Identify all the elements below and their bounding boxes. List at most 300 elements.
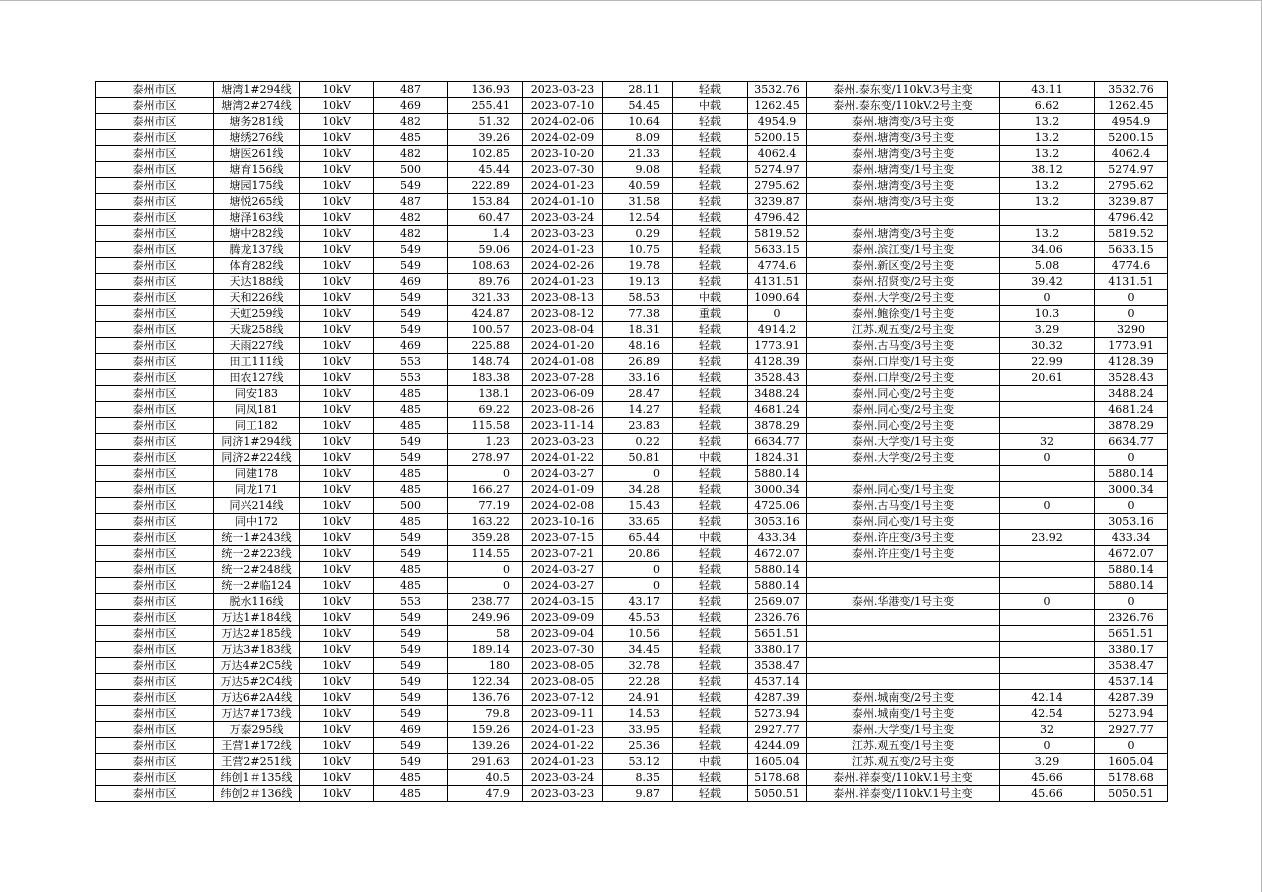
cell-feeder-name: 塘务281线: [214, 114, 300, 130]
cell-feeder-name: 万达7#173线: [214, 706, 300, 722]
cell-voltage: 10kV: [300, 674, 374, 690]
table-row: [96, 290, 1168, 306]
cell-area: 泰州市区: [96, 258, 214, 274]
cell-rated-capacity: 549: [374, 258, 448, 274]
cell-voltage: 10kV: [300, 594, 374, 610]
cell-available-capacity: 6634.77: [748, 434, 807, 450]
cell-voltage: 10kV: [300, 82, 374, 98]
cell-final-capacity: 5880.14: [1095, 562, 1168, 578]
cell-load-status: 中载: [673, 754, 748, 770]
cell-load-status: 轻载: [673, 402, 748, 418]
cell-load-status: 轻载: [673, 386, 748, 402]
cell-area: 泰州市区: [96, 706, 214, 722]
cell-source-transformer: 泰州.塘湾变/1号主变: [807, 162, 1000, 178]
cell-load-status: 轻载: [673, 434, 748, 450]
cell-source-transformer: 泰州.泰东变/110kV.3号主变: [807, 82, 1000, 98]
cell-final-capacity: 4954.9: [1095, 114, 1168, 130]
cell-rated-capacity: 549: [374, 626, 448, 642]
cell-max-current: 69.22: [448, 402, 523, 418]
cell-voltage: 10kV: [300, 738, 374, 754]
cell-final-capacity: 3532.76: [1095, 82, 1168, 98]
cell-max-current: 60.47: [448, 210, 523, 226]
cell-final-capacity: 5819.52: [1095, 226, 1168, 242]
cell-max-current: 424.87: [448, 306, 523, 322]
cell-final-capacity: 3290: [1095, 322, 1168, 338]
table-row: [96, 434, 1168, 450]
cell-max-current: 291.63: [448, 754, 523, 770]
cell-rated-capacity: 549: [374, 178, 448, 194]
cell-available-capacity: 1824.31: [748, 450, 807, 466]
cell-rated-capacity: 553: [374, 370, 448, 386]
cell-voltage: 10kV: [300, 114, 374, 130]
cell-load-rate: 9.87: [603, 786, 673, 802]
cell-source-transformer: [807, 578, 1000, 594]
cell-rated-capacity: 485: [374, 578, 448, 594]
cell-rated-capacity: 549: [374, 290, 448, 306]
cell-load-rate: 50.81: [603, 450, 673, 466]
cell-feeder-name: 塘绣276线: [214, 130, 300, 146]
cell-peak-date: 2024-02-09: [523, 130, 603, 146]
cell-final-capacity: 3528.43: [1095, 370, 1168, 386]
cell-load-status: 轻载: [673, 514, 748, 530]
cell-final-capacity: 1773.91: [1095, 338, 1168, 354]
cell-feeder-name: 统一2#临124: [214, 578, 300, 594]
table-row: [96, 546, 1168, 562]
cell-rated-capacity: 482: [374, 226, 448, 242]
cell-transformer-margin: 45.66: [1000, 770, 1095, 786]
cell-peak-date: 2024-02-26: [523, 258, 603, 274]
cell-max-current: 278.97: [448, 450, 523, 466]
cell-source-transformer: 泰州.塘湾变/3号主变: [807, 114, 1000, 130]
cell-final-capacity: 2326.76: [1095, 610, 1168, 626]
cell-max-current: 249.96: [448, 610, 523, 626]
cell-max-current: 1.4: [448, 226, 523, 242]
cell-voltage: 10kV: [300, 434, 374, 450]
cell-voltage: 10kV: [300, 194, 374, 210]
cell-rated-capacity: 549: [374, 450, 448, 466]
table-row: [96, 146, 1168, 162]
cell-source-transformer: 江苏.观五变/1号主变: [807, 738, 1000, 754]
cell-rated-capacity: 549: [374, 306, 448, 322]
cell-area: 泰州市区: [96, 162, 214, 178]
cell-area: 泰州市区: [96, 98, 214, 114]
cell-peak-date: 2023-07-28: [523, 370, 603, 386]
cell-load-rate: 65.44: [603, 530, 673, 546]
table-row: [96, 370, 1168, 386]
cell-final-capacity: 4131.51: [1095, 274, 1168, 290]
cell-available-capacity: 4774.6: [748, 258, 807, 274]
cell-peak-date: 2023-09-11: [523, 706, 603, 722]
cell-feeder-name: 体育282线: [214, 258, 300, 274]
page-border-top: [0, 0, 1262, 1]
cell-source-transformer: [807, 466, 1000, 482]
cell-voltage: 10kV: [300, 514, 374, 530]
cell-feeder-name: 万泰295线: [214, 722, 300, 738]
cell-source-transformer: 江苏.观五变/2号主变: [807, 754, 1000, 770]
cell-available-capacity: 3380.17: [748, 642, 807, 658]
cell-available-capacity: 1605.04: [748, 754, 807, 770]
cell-max-current: 40.5: [448, 770, 523, 786]
cell-rated-capacity: 549: [374, 658, 448, 674]
cell-load-rate: 14.27: [603, 402, 673, 418]
cell-load-rate: 24.91: [603, 690, 673, 706]
cell-max-current: 77.19: [448, 498, 523, 514]
cell-peak-date: 2023-07-10: [523, 98, 603, 114]
cell-max-current: 153.84: [448, 194, 523, 210]
cell-load-status: 轻载: [673, 738, 748, 754]
cell-area: 泰州市区: [96, 610, 214, 626]
table-row: [96, 786, 1168, 802]
cell-load-rate: 10.56: [603, 626, 673, 642]
table-row: [96, 194, 1168, 210]
cell-load-rate: 0: [603, 562, 673, 578]
cell-peak-date: 2024-01-09: [523, 482, 603, 498]
cell-peak-date: 2023-07-15: [523, 530, 603, 546]
cell-peak-date: 2023-08-05: [523, 674, 603, 690]
cell-source-transformer: [807, 610, 1000, 626]
cell-source-transformer: 泰州.祥泰变/110kV.1号主变: [807, 770, 1000, 786]
cell-final-capacity: 4672.07: [1095, 546, 1168, 562]
table-row: [96, 482, 1168, 498]
cell-available-capacity: 4128.39: [748, 354, 807, 370]
cell-final-capacity: 3380.17: [1095, 642, 1168, 658]
cell-rated-capacity: 469: [374, 722, 448, 738]
cell-final-capacity: 5633.15: [1095, 242, 1168, 258]
cell-voltage: 10kV: [300, 274, 374, 290]
cell-feeder-name: 塘悦265线: [214, 194, 300, 210]
cell-feeder-name: 脱水116线: [214, 594, 300, 610]
cell-max-current: 79.8: [448, 706, 523, 722]
cell-voltage: 10kV: [300, 626, 374, 642]
cell-source-transformer: 泰州.大学变/1号主变: [807, 434, 1000, 450]
cell-feeder-name: 万达1#184线: [214, 610, 300, 626]
cell-peak-date: 2024-01-23: [523, 754, 603, 770]
cell-feeder-name: 万达3#183线: [214, 642, 300, 658]
cell-available-capacity: 5273.94: [748, 706, 807, 722]
cell-feeder-name: 统一2#223线: [214, 546, 300, 562]
cell-rated-capacity: 487: [374, 82, 448, 98]
cell-load-status: 轻载: [673, 642, 748, 658]
cell-load-status: 轻载: [673, 578, 748, 594]
table-row: [96, 338, 1168, 354]
cell-area: 泰州市区: [96, 530, 214, 546]
cell-final-capacity: 1262.45: [1095, 98, 1168, 114]
cell-area: 泰州市区: [96, 722, 214, 738]
cell-transformer-margin: 30.32: [1000, 338, 1095, 354]
cell-final-capacity: 2795.62: [1095, 178, 1168, 194]
cell-available-capacity: 5819.52: [748, 226, 807, 242]
cell-max-current: 59.06: [448, 242, 523, 258]
cell-max-current: 359.28: [448, 530, 523, 546]
cell-voltage: 10kV: [300, 450, 374, 466]
cell-available-capacity: 2326.76: [748, 610, 807, 626]
cell-available-capacity: 3488.24: [748, 386, 807, 402]
cell-final-capacity: 0: [1095, 290, 1168, 306]
cell-area: 泰州市区: [96, 402, 214, 418]
cell-feeder-name: 万达4#2C5线: [214, 658, 300, 674]
cell-max-current: 139.26: [448, 738, 523, 754]
cell-final-capacity: 4128.39: [1095, 354, 1168, 370]
cell-peak-date: 2023-08-13: [523, 290, 603, 306]
cell-load-status: 轻载: [673, 562, 748, 578]
cell-rated-capacity: 549: [374, 690, 448, 706]
cell-area: 泰州市区: [96, 738, 214, 754]
cell-final-capacity: 3878.29: [1095, 418, 1168, 434]
cell-area: 泰州市区: [96, 210, 214, 226]
cell-available-capacity: 5178.68: [748, 770, 807, 786]
table-row: [96, 578, 1168, 594]
cell-voltage: 10kV: [300, 386, 374, 402]
cell-peak-date: 2023-07-12: [523, 690, 603, 706]
cell-source-transformer: 泰州.塘湾变/3号主变: [807, 178, 1000, 194]
cell-area: 泰州市区: [96, 82, 214, 98]
cell-load-status: 轻载: [673, 498, 748, 514]
cell-load-rate: 53.12: [603, 754, 673, 770]
cell-feeder-name: 腾龙137线: [214, 242, 300, 258]
cell-load-rate: 54.45: [603, 98, 673, 114]
cell-available-capacity: 4287.39: [748, 690, 807, 706]
cell-voltage: 10kV: [300, 722, 374, 738]
cell-rated-capacity: 487: [374, 194, 448, 210]
cell-max-current: 0: [448, 466, 523, 482]
cell-load-status: 轻载: [673, 658, 748, 674]
cell-load-rate: 12.54: [603, 210, 673, 226]
cell-source-transformer: 泰州.大学变/2号主变: [807, 450, 1000, 466]
cell-feeder-name: 天虹259线: [214, 306, 300, 322]
cell-final-capacity: 1605.04: [1095, 754, 1168, 770]
cell-transformer-margin: 13.2: [1000, 178, 1095, 194]
cell-load-status: 轻载: [673, 786, 748, 802]
cell-rated-capacity: 549: [374, 610, 448, 626]
cell-available-capacity: 433.34: [748, 530, 807, 546]
cell-load-status: 轻载: [673, 242, 748, 258]
cell-load-status: 轻载: [673, 226, 748, 242]
cell-source-transformer: [807, 562, 1000, 578]
cell-final-capacity: 3000.34: [1095, 482, 1168, 498]
cell-source-transformer: 泰州.塘湾变/3号主变: [807, 226, 1000, 242]
table-row: [96, 322, 1168, 338]
cell-final-capacity: 5880.14: [1095, 466, 1168, 482]
cell-max-current: 136.76: [448, 690, 523, 706]
cell-transformer-margin: 3.29: [1000, 322, 1095, 338]
cell-load-status: 中载: [673, 450, 748, 466]
cell-load-status: 轻载: [673, 546, 748, 562]
cell-available-capacity: 5274.97: [748, 162, 807, 178]
cell-available-capacity: 4062.4: [748, 146, 807, 162]
cell-area: 泰州市区: [96, 562, 214, 578]
cell-transformer-margin: [1000, 514, 1095, 530]
cell-voltage: 10kV: [300, 754, 374, 770]
cell-max-current: 159.26: [448, 722, 523, 738]
cell-available-capacity: 5880.14: [748, 562, 807, 578]
cell-source-transformer: 泰州.华港变/1号主变: [807, 594, 1000, 610]
cell-transformer-margin: 10.3: [1000, 306, 1095, 322]
cell-rated-capacity: 549: [374, 530, 448, 546]
cell-load-status: 轻载: [673, 210, 748, 226]
cell-peak-date: 2023-03-23: [523, 226, 603, 242]
cell-max-current: 115.58: [448, 418, 523, 434]
cell-rated-capacity: 482: [374, 210, 448, 226]
cell-feeder-name: 塘园175线: [214, 178, 300, 194]
cell-feeder-name: 王营1#172线: [214, 738, 300, 754]
cell-load-rate: 40.59: [603, 178, 673, 194]
cell-load-rate: 26.89: [603, 354, 673, 370]
cell-load-rate: 77.38: [603, 306, 673, 322]
cell-voltage: 10kV: [300, 562, 374, 578]
cell-rated-capacity: 469: [374, 338, 448, 354]
cell-voltage: 10kV: [300, 98, 374, 114]
cell-area: 泰州市区: [96, 178, 214, 194]
table-row: [96, 610, 1168, 626]
cell-max-current: 1.23: [448, 434, 523, 450]
cell-load-status: 中载: [673, 98, 748, 114]
cell-transformer-margin: [1000, 674, 1095, 690]
cell-area: 泰州市区: [96, 354, 214, 370]
cell-max-current: 148.74: [448, 354, 523, 370]
table-row: [96, 754, 1168, 770]
cell-load-rate: 45.53: [603, 610, 673, 626]
cell-transformer-margin: 0: [1000, 450, 1095, 466]
cell-available-capacity: 4672.07: [748, 546, 807, 562]
cell-load-status: 轻载: [673, 338, 748, 354]
cell-available-capacity: 4796.42: [748, 210, 807, 226]
cell-load-rate: 15.43: [603, 498, 673, 514]
cell-rated-capacity: 485: [374, 402, 448, 418]
cell-final-capacity: 4796.42: [1095, 210, 1168, 226]
cell-transformer-margin: [1000, 578, 1095, 594]
spreadsheet-page: [95, 81, 1168, 802]
cell-source-transformer: 泰州.同心变/1号主变: [807, 514, 1000, 530]
cell-available-capacity: 2569.07: [748, 594, 807, 610]
cell-area: 泰州市区: [96, 770, 214, 786]
cell-transformer-margin: 13.2: [1000, 146, 1095, 162]
cell-area: 泰州市区: [96, 274, 214, 290]
cell-load-rate: 33.16: [603, 370, 673, 386]
cell-source-transformer: 泰州.城南变/1号主变: [807, 706, 1000, 722]
cell-area: 泰州市区: [96, 690, 214, 706]
cell-voltage: 10kV: [300, 242, 374, 258]
table-row: [96, 402, 1168, 418]
cell-peak-date: 2024-03-27: [523, 578, 603, 594]
cell-available-capacity: 1090.64: [748, 290, 807, 306]
cell-available-capacity: 3053.16: [748, 514, 807, 530]
cell-peak-date: 2024-01-23: [523, 274, 603, 290]
cell-feeder-name: 天雨227线: [214, 338, 300, 354]
cell-transformer-margin: 23.92: [1000, 530, 1095, 546]
cell-area: 泰州市区: [96, 546, 214, 562]
cell-load-rate: 0.29: [603, 226, 673, 242]
cell-rated-capacity: 485: [374, 482, 448, 498]
cell-peak-date: 2023-10-16: [523, 514, 603, 530]
cell-feeder-name: 纬创2＃136线: [214, 786, 300, 802]
cell-feeder-name: 同凤181: [214, 402, 300, 418]
cell-max-current: 0: [448, 562, 523, 578]
cell-area: 泰州市区: [96, 626, 214, 642]
cell-transformer-margin: [1000, 402, 1095, 418]
cell-transformer-margin: 13.2: [1000, 130, 1095, 146]
cell-transformer-margin: [1000, 546, 1095, 562]
cell-available-capacity: 4914.2: [748, 322, 807, 338]
cell-source-transformer: 泰州.鲍徐变/1号主变: [807, 306, 1000, 322]
cell-max-current: 166.27: [448, 482, 523, 498]
cell-feeder-name: 同建178: [214, 466, 300, 482]
cell-rated-capacity: 549: [374, 242, 448, 258]
cell-voltage: 10kV: [300, 354, 374, 370]
cell-transformer-margin: [1000, 418, 1095, 434]
table-row: [96, 626, 1168, 642]
cell-transformer-margin: 32: [1000, 722, 1095, 738]
cell-load-status: 轻载: [673, 114, 748, 130]
cell-peak-date: 2023-08-26: [523, 402, 603, 418]
cell-max-current: 225.88: [448, 338, 523, 354]
cell-final-capacity: 5274.97: [1095, 162, 1168, 178]
cell-area: 泰州市区: [96, 786, 214, 802]
table-row: [96, 450, 1168, 466]
cell-max-current: 136.93: [448, 82, 523, 98]
cell-final-capacity: 2927.77: [1095, 722, 1168, 738]
cell-transformer-margin: [1000, 562, 1095, 578]
cell-feeder-name: 同龙171: [214, 482, 300, 498]
table-row: [96, 306, 1168, 322]
cell-peak-date: 2023-03-23: [523, 82, 603, 98]
cell-available-capacity: 4681.24: [748, 402, 807, 418]
cell-load-status: 轻载: [673, 322, 748, 338]
table-row: [96, 738, 1168, 754]
table-row: [96, 226, 1168, 242]
cell-transformer-margin: 22.99: [1000, 354, 1095, 370]
table-row: [96, 82, 1168, 98]
cell-peak-date: 2024-03-15: [523, 594, 603, 610]
cell-voltage: 10kV: [300, 338, 374, 354]
cell-load-rate: 19.78: [603, 258, 673, 274]
cell-transformer-margin: 13.2: [1000, 114, 1095, 130]
cell-final-capacity: 6634.77: [1095, 434, 1168, 450]
cell-feeder-name: 塘医261线: [214, 146, 300, 162]
table-row: [96, 210, 1168, 226]
cell-feeder-name: 田工111线: [214, 354, 300, 370]
cell-load-status: 轻载: [673, 466, 748, 482]
cell-area: 泰州市区: [96, 306, 214, 322]
cell-final-capacity: 4537.14: [1095, 674, 1168, 690]
cell-available-capacity: 3239.87: [748, 194, 807, 210]
cell-voltage: 10kV: [300, 642, 374, 658]
cell-max-current: 51.32: [448, 114, 523, 130]
cell-load-rate: 43.17: [603, 594, 673, 610]
cell-available-capacity: 4725.06: [748, 498, 807, 514]
cell-rated-capacity: 485: [374, 466, 448, 482]
cell-final-capacity: 3053.16: [1095, 514, 1168, 530]
cell-final-capacity: 5273.94: [1095, 706, 1168, 722]
table-row: [96, 114, 1168, 130]
cell-transformer-margin: [1000, 482, 1095, 498]
cell-load-rate: 19.13: [603, 274, 673, 290]
cell-transformer-margin: 6.62: [1000, 98, 1095, 114]
table-row: [96, 642, 1168, 658]
cell-available-capacity: 5050.51: [748, 786, 807, 802]
cell-area: 泰州市区: [96, 754, 214, 770]
cell-max-current: 100.57: [448, 322, 523, 338]
cell-peak-date: 2023-07-30: [523, 162, 603, 178]
cell-rated-capacity: 485: [374, 562, 448, 578]
cell-voltage: 10kV: [300, 690, 374, 706]
cell-load-rate: 33.65: [603, 514, 673, 530]
table-row: [96, 674, 1168, 690]
cell-rated-capacity: 549: [374, 674, 448, 690]
cell-max-current: 255.41: [448, 98, 523, 114]
cell-load-rate: 22.28: [603, 674, 673, 690]
cell-voltage: 10kV: [300, 498, 374, 514]
cell-transformer-margin: 45.66: [1000, 786, 1095, 802]
